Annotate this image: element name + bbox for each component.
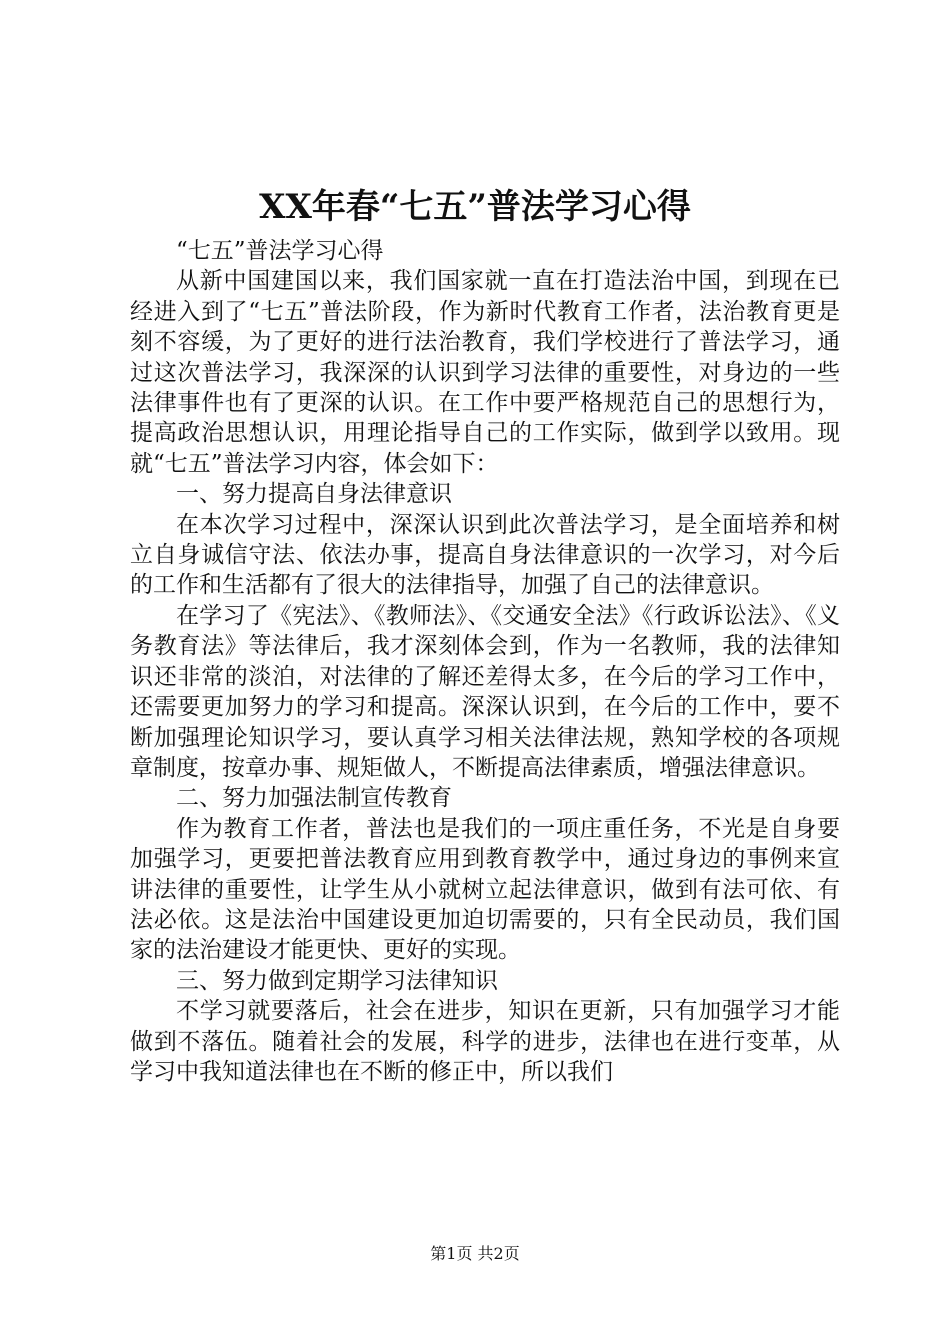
body-paragraph: 作为教育工作者，普法也是我们的一项庄重任务，不光是自身要加强学习，更要把普法教育应用到教育教学中，通过身边的事例来宣讲法律的重要性，让学生从小就树立起法律意识，做到有法可依、有法必依。这是法治中国建设更加迫切需要的，只有全民动员，我们国家的法治建设才能更快、更好的实现。 <box>130 815 840 964</box>
body-paragraph: 在学习了《宪法》、《教师法》、《交通安全法》《行政诉讼法》、《义务教育法》等法律后，我才深刻体会到，作为一名教师，我的法律知识还非常的淡泊，对法律的了解还差得太多，在今后的学习工作中，还需要更加努力的学习和提高。深深认识到，在今后的工作中，要不断加强理论知识学习，要认真学习相关法律法规，熟知学校的各项规章制度，按章办事、规矩做人，不断提高法律素质，增强法律意识。 <box>130 602 840 781</box>
intro-paragraph: 从新中国建国以来，我们国家就一直在打造法治中国，到现在已经进入到了“七五”普法阶段，作为新时代教育工作者，法治教育更是刻不容缓，为了更好的进行法治教育，我们学校进行了普法学习，通过这次普法学习，我深深的认识到学习法律的重要性，对身边的一些法律事件也有了更深的认识。在工作中要严格规范自己的思想行为，提高政治思想认识，用理论指导自己的工作实际，做到学以致用。现就“七五”普法学习内容，体会如下： <box>130 268 840 477</box>
section-heading-2: 二、努力加强法制宣传教育 <box>176 785 452 812</box>
body-paragraph: 不学习就要落后，社会在进步，知识在更新，只有加强学习才能做到不落伍。随着社会的发展，科学的进步，法律也在进行变革，从学习中我知道法律也在不断的修正中，所以我们 <box>130 998 840 1085</box>
document-body <box>130 236 840 1087</box>
subtitle-paragraph: “七五”普法学习心得 <box>176 238 384 264</box>
document-title: XX年春“七五”普法学习心得 <box>259 187 691 227</box>
section-heading-1: 一、努力提高自身法律意识 <box>176 481 452 508</box>
section-heading-3: 三、努力做到定期学习法律知识 <box>176 967 498 994</box>
body-paragraph: 在本次学习过程中，深深认识到此次普法学习，是全面培养和树立自身诚信守法、依法办事，提高自身法律意识的一次学习，对今后的工作和生活都有了很大的法律指导，加强了自己的法律意识。 <box>130 511 840 599</box>
page-footer: 第1页 共2页 <box>430 1244 520 1263</box>
